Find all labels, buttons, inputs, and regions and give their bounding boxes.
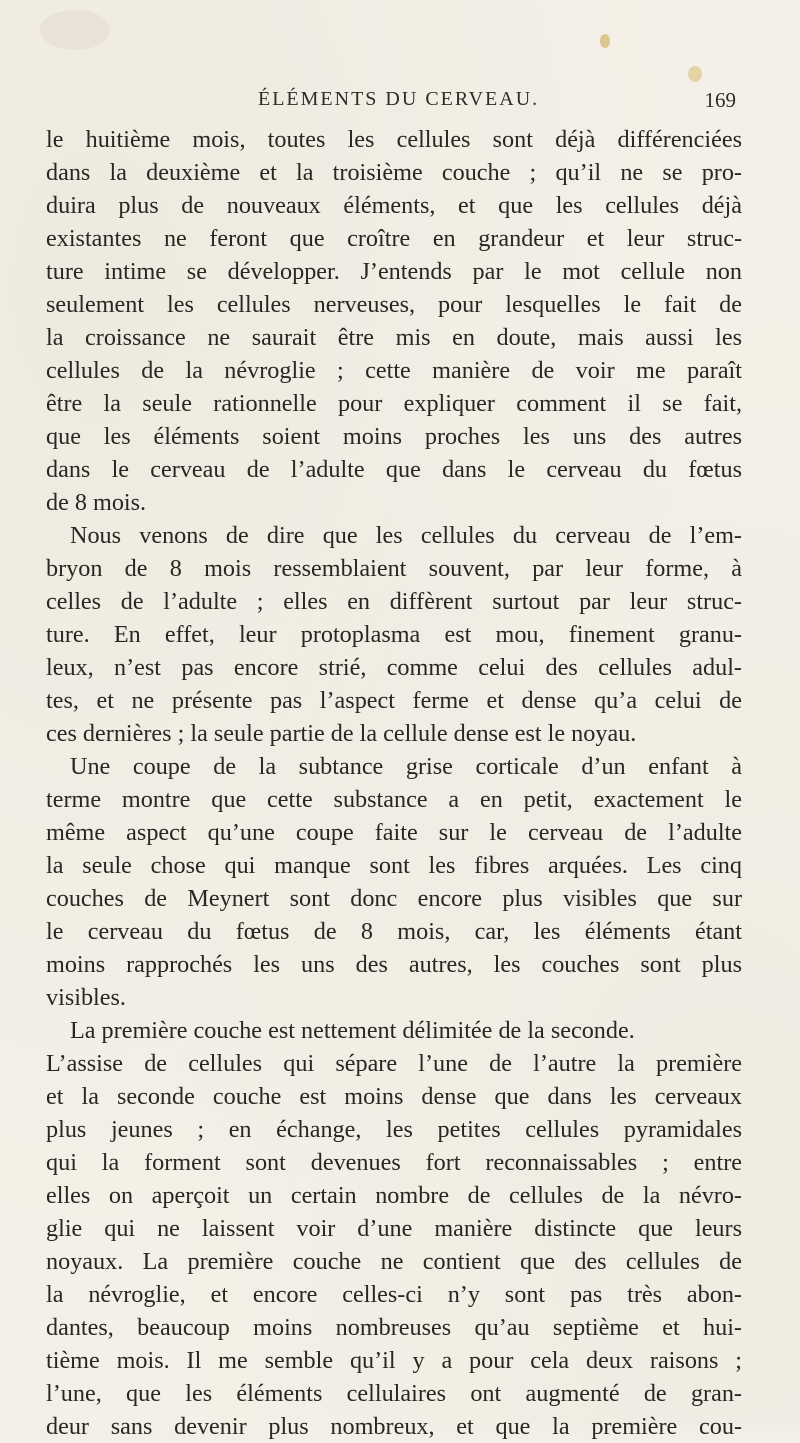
text-line: deur sans devenir plus nombreux, et que la première cou-	[46, 1413, 742, 1440]
paper-stain	[40, 10, 110, 50]
text-line: Nous venons de dire que les cellules du cerveau de l’em-	[70, 522, 742, 549]
text-line: glie qui ne laissent voir d’une manière distincte que leurs	[46, 1215, 742, 1242]
running-header	[0, 88, 800, 122]
paper-stain	[600, 34, 610, 48]
running-title: ÉLÉMENTS DU CERVEAU.	[258, 88, 540, 110]
text-line: et la seconde couche est moins dense que dans les cerveaux	[46, 1083, 742, 1110]
text-line: existantes ne feront que croître en grandeur et leur struc-	[46, 225, 742, 252]
text-line: la seule chose qui manque sont les fibres arquées. Les cinq	[46, 852, 742, 879]
text-line: Une coupe de la subtance grise corticale d’un enfant à	[70, 753, 742, 780]
text-line: cellules de la névroglie ; cette manière de voir me paraît	[46, 357, 742, 384]
text-line: ces dernières ; la seule partie de la cellule dense est le noyau.	[46, 720, 637, 747]
text-line: dans le cerveau de l’adulte que dans le cerveau du fœtus	[46, 456, 742, 483]
text-line: tième mois. Il me semble qu’il y a pour cela deux raisons ;	[46, 1347, 742, 1374]
text-line: plus jeunes ; en échange, les petites cellules pyramidales	[46, 1116, 742, 1143]
text-line: visibles.	[46, 984, 126, 1011]
page-number: 169	[704, 88, 736, 112]
text-line: seulement les cellules nerveuses, pour lesquelles le fait de	[46, 291, 742, 318]
text-line: dantes, beaucoup moins nombreuses qu’au septième et hui-	[46, 1314, 742, 1341]
text-line: ture intime se développer. J’entends par le mot cellule non	[46, 258, 742, 285]
text-line: couches de Meynert sont donc encore plus visibles que sur	[46, 885, 742, 912]
text-line: de 8 mois.	[46, 489, 147, 516]
text-line: que les éléments soient moins proches les uns des autres	[46, 423, 742, 450]
text-line: l’une, que les éléments cellulaires ont augmenté de gran-	[46, 1380, 742, 1407]
text-line: noyaux. La première couche ne contient que des cellules de	[46, 1248, 742, 1275]
text-line: même aspect qu’une coupe faite sur le cerveau de l’adulte	[46, 819, 742, 846]
paper-stain	[688, 66, 702, 82]
text-line: la croissance ne saurait être mis en doute, mais aussi les	[46, 324, 742, 351]
text-line: le cerveau du fœtus de 8 mois, car, les éléments étant	[46, 918, 742, 945]
text-line: bryon de 8 mois ressemblaient souvent, par leur forme, à	[46, 555, 742, 582]
body-text	[46, 123, 742, 1443]
text-line: être la seule rationnelle pour expliquer comment il se fait,	[46, 390, 742, 417]
text-line: La première couche est nettement délimitée de la seconde.	[70, 1017, 635, 1044]
text-line: moins rapprochés les uns des autres, les couches sont plus	[46, 951, 742, 978]
text-line: L’assise de cellules qui sépare l’une de l’autre la première	[46, 1050, 742, 1077]
text-line: le huitième mois, toutes les cellules sont déjà différenciées	[46, 126, 742, 153]
text-line: leux, n’est pas encore strié, comme celui des cellules adul-	[46, 654, 742, 681]
text-line: tes, et ne présente pas l’aspect ferme et dense qu’a celui de	[46, 687, 742, 714]
text-line: celles de l’adulte ; elles en diffèrent surtout par leur struc-	[46, 588, 742, 615]
text-line: ture. En effet, leur protoplasma est mou, finement granu-	[46, 621, 742, 648]
text-line: elles on aperçoit un certain nombre de cellules de la névro-	[46, 1182, 742, 1209]
text-line: terme montre que cette substance a en petit, exactement le	[46, 786, 742, 813]
text-line: qui la forment sont devenues fort reconnaissables ; entre	[46, 1149, 742, 1176]
text-line: la névroglie, et encore celles-ci n’y sont pas très abon-	[46, 1281, 742, 1308]
text-line: dans la deuxième et la troisième couche ; qu’il ne se pro-	[46, 159, 742, 186]
text-line: duira plus de nouveaux éléments, et que les cellules déjà	[46, 192, 742, 219]
